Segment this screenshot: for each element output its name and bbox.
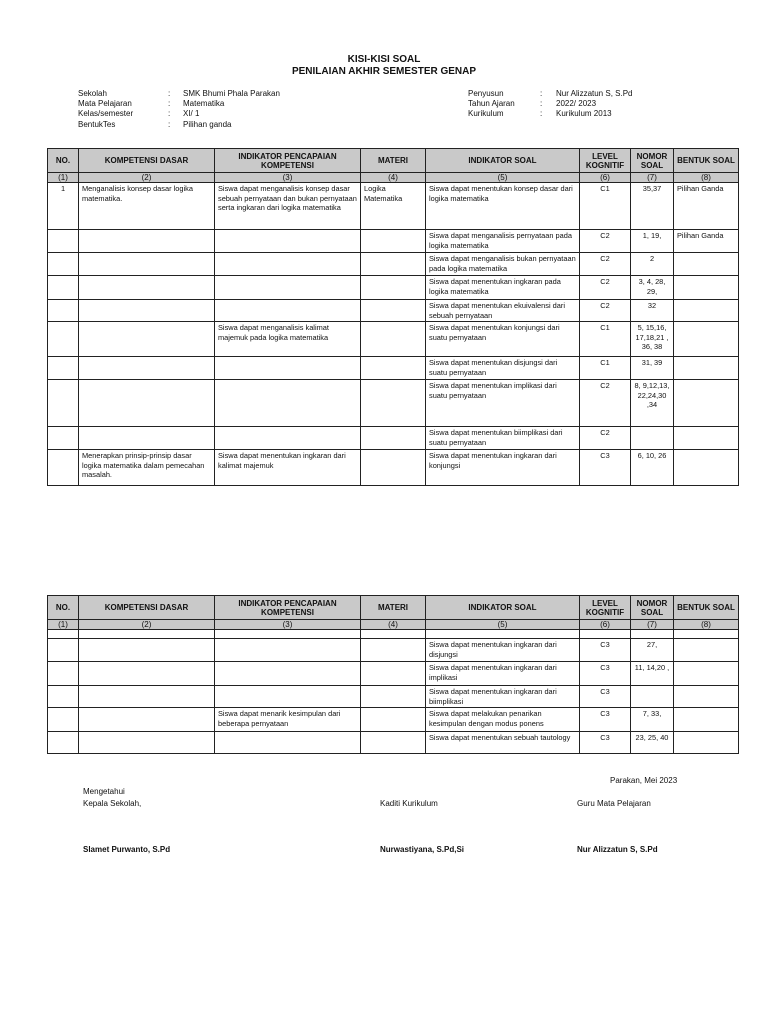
bentuk-soal-header: BENTUK SOAL (674, 596, 739, 620)
cell-ipk: Siswa dapat menganalisis konsep dasar sebuah pernyataan dan bukan pernyataan serta ingkaran dari logika matematika (215, 183, 361, 230)
table-row (48, 253, 739, 276)
cell-kd (79, 427, 215, 450)
cell-indikator: Siswa dapat menentukan ekuivalensi dari sebuah pernyataan (426, 300, 580, 322)
kepala-sekolah-title: Kepala Sekolah, (83, 799, 142, 808)
cell-level: C2 (580, 300, 631, 322)
indikator-pencapaian-header: INDIKATOR PENCAPAIAN KOMPETENSI (215, 596, 361, 620)
cell-bentuk (674, 630, 739, 639)
cell-nomor: 6, 10, 26 (631, 450, 674, 486)
cell-nomor: 35,37 (631, 183, 674, 230)
column-number: (3) (215, 173, 361, 183)
cell-kd (79, 357, 215, 380)
cell-level: C3 (580, 662, 631, 686)
indikator-pencapaian-header: INDIKATOR PENCAPAIAN KOMPETENSI (215, 149, 361, 173)
info-value: SMK Bhumi Phala Parakan (183, 89, 280, 98)
column-number: (2) (79, 620, 215, 630)
cell-indikator: Siswa dapat menentukan konjungsi dari suatu pernyataan (426, 322, 580, 357)
column-number: (3) (215, 620, 361, 630)
cell-materi (361, 732, 426, 754)
cell-materi (361, 686, 426, 708)
info-value: Nur Alizzatun S, S.Pd (556, 89, 633, 98)
column-number: (8) (674, 620, 739, 630)
cell-kd (79, 639, 215, 662)
cell-level: C2 (580, 380, 631, 427)
cell-ipk (215, 380, 361, 427)
cell-materi (361, 300, 426, 322)
cell-ipk (215, 253, 361, 276)
column-number: (7) (631, 173, 674, 183)
cell-indikator: Siswa dapat menganalisis pernyataan pada logika matematika (426, 230, 580, 253)
cell-kd (79, 686, 215, 708)
materi-header: MATERI (361, 596, 426, 620)
info-label: Mata Pelajaran (78, 99, 132, 109)
cell-materi (361, 639, 426, 662)
cell-nomor: 5, 15,16, 17,18,21 , 36, 38 (631, 322, 674, 357)
guru-title: Guru Mata Pelajaran (577, 799, 651, 808)
no-header: NO. (48, 149, 79, 173)
cell-no (48, 380, 79, 427)
kepala-sekolah-name: Slamet Purwanto, S.Pd (83, 845, 171, 854)
cell-nomor: 1, 19, (631, 230, 674, 253)
cell-bentuk (674, 276, 739, 300)
column-number: (7) (631, 620, 674, 630)
cell-materi (361, 380, 426, 427)
cell-kd (79, 380, 215, 427)
cell-kd (79, 300, 215, 322)
cell-indikator: Siswa dapat menentukan ingkaran dari konjungsi (426, 450, 580, 486)
level-kognitif-header: LEVEL KOGNITIF (580, 149, 631, 173)
cell-kd (79, 708, 215, 732)
cell-indikator: Siswa dapat menentukan implikasi dari suatu pernyataan (426, 380, 580, 427)
cell-level: C3 (580, 450, 631, 486)
table-row (48, 230, 739, 253)
cell-kd (79, 630, 215, 639)
cell-materi (361, 708, 426, 732)
cell-bentuk (674, 450, 739, 486)
no-header: NO. (48, 596, 79, 620)
cell-ipk (215, 732, 361, 754)
cell-bentuk (674, 380, 739, 427)
cell-indikator: Siswa dapat menentukan ingkaran pada logika matematika (426, 276, 580, 300)
cell-nomor: 3, 4, 28, 29, (631, 276, 674, 300)
info-value: Kurikulum 2013 (556, 109, 612, 119)
cell-nomor: 7, 33, (631, 708, 674, 732)
cell-nomor (631, 427, 674, 450)
column-number: (4) (361, 173, 426, 183)
cell-kd (79, 230, 215, 253)
cell-materi (361, 230, 426, 253)
table-row (48, 380, 739, 427)
table-row (48, 322, 739, 357)
info-value: 2022/ 2023 (556, 99, 597, 109)
info-value: XI/ 1 (183, 109, 200, 119)
cell-no (48, 322, 79, 357)
bentuk-soal-header: BENTUK SOAL (674, 149, 739, 173)
cell-level: C2 (580, 427, 631, 450)
info-value: Matematika (183, 99, 225, 109)
cell-ipk (215, 357, 361, 380)
table-row (48, 639, 739, 662)
cell-materi (361, 450, 426, 486)
cell-indikator (426, 630, 580, 639)
cell-level: C3 (580, 732, 631, 754)
mengetahui-label: Mengetahui (83, 787, 125, 796)
cell-no (48, 630, 79, 639)
cell-bentuk (674, 357, 739, 380)
cell-no (48, 662, 79, 686)
table-row (48, 427, 739, 450)
cell-kd (79, 276, 215, 300)
kisi-table-2 (47, 595, 739, 754)
cell-indikator: Siswa dapat menentukan ingkaran dari implikasi (426, 662, 580, 686)
cell-ipk (215, 630, 361, 639)
cell-no (48, 357, 79, 380)
cell-bentuk (674, 427, 739, 450)
info-colon: : (540, 109, 543, 119)
table-row (48, 630, 739, 639)
guru-name: Nur Alizzatun S, S.Pd (577, 845, 658, 854)
cell-bentuk: Pilihan Ganda (674, 230, 739, 253)
indikator-soal-header: INDIKATOR SOAL (426, 149, 580, 173)
column-number: (4) (361, 620, 426, 630)
cell-materi: Logika Matematika (361, 183, 426, 230)
cell-kd: Menganalisis konsep dasar logika matematika. (79, 183, 215, 230)
cell-no (48, 686, 79, 708)
document-title: KISI-KISI SOAL (347, 54, 421, 65)
document-subtitle: PENILAIAN AKHIR SEMESTER GENAP (291, 66, 477, 77)
table-row (48, 662, 739, 686)
cell-bentuk (674, 253, 739, 276)
cell-nomor: 31, 39 (631, 357, 674, 380)
cell-level: C3 (580, 686, 631, 708)
cell-nomor: 11, 14,20 , (631, 662, 674, 686)
column-number: (6) (580, 620, 631, 630)
column-number: (1) (48, 620, 79, 630)
cell-level: C2 (580, 276, 631, 300)
cell-no (48, 230, 79, 253)
cell-indikator: Siswa dapat menentukan sebuah tautology (426, 732, 580, 754)
info-label: Penyusun (468, 89, 504, 98)
cell-nomor: 2 (631, 253, 674, 276)
info-colon: : (540, 89, 543, 98)
column-number: (1) (48, 173, 79, 183)
cell-materi (361, 357, 426, 380)
cell-nomor (631, 686, 674, 708)
kisi-table-1 (47, 148, 739, 486)
cell-no: 1 (48, 183, 79, 230)
info-right (468, 89, 728, 123)
cell-level: C1 (580, 357, 631, 380)
cell-level: C2 (580, 230, 631, 253)
table-row (48, 686, 739, 708)
info-colon: : (168, 99, 171, 109)
kompetensi-dasar-header: KOMPETENSI DASAR (79, 596, 215, 620)
cell-level: C1 (580, 322, 631, 357)
info-left (78, 89, 378, 133)
column-number: (2) (79, 173, 215, 183)
cell-ipk (215, 230, 361, 253)
cell-no (48, 300, 79, 322)
cell-bentuk (674, 300, 739, 322)
info-value: Pilihan ganda (183, 119, 232, 129)
cell-level: C2 (580, 253, 631, 276)
cell-indikator: Siswa dapat menentukan ingkaran dari biimplikasi (426, 686, 580, 708)
cell-no (48, 732, 79, 754)
cell-bentuk (674, 732, 739, 754)
cell-bentuk (674, 639, 739, 662)
cell-nomor: 32 (631, 300, 674, 322)
table-row (48, 183, 739, 230)
column-number: (6) (580, 173, 631, 183)
cell-level: C3 (580, 639, 631, 662)
info-label: Tahun Ajaran (468, 99, 515, 109)
cell-ipk: Siswa dapat menentukan ingkaran dari kalimat majemuk (215, 450, 361, 486)
cell-ipk (215, 276, 361, 300)
table-row (48, 450, 739, 486)
nomor-soal-header: NOMOR SOAL (631, 149, 674, 173)
cell-no (48, 708, 79, 732)
cell-no (48, 639, 79, 662)
kaur-kurikulum-title: Kaditi Kurikulum (380, 799, 438, 808)
cell-ipk (215, 639, 361, 662)
info-colon: : (540, 99, 543, 109)
cell-materi (361, 662, 426, 686)
table-row (48, 276, 739, 300)
info-label: Sekolah (78, 89, 107, 98)
cell-kd (79, 253, 215, 276)
cell-no (48, 276, 79, 300)
cell-no (48, 427, 79, 450)
cell-indikator: Siswa dapat menentukan biimplikasi dari suatu pernyataan (426, 427, 580, 450)
cell-nomor: 23, 25, 40 (631, 732, 674, 754)
cell-bentuk (674, 662, 739, 686)
cell-level: C1 (580, 183, 631, 230)
column-number: (5) (426, 620, 580, 630)
cell-ipk: Siswa dapat menganalisis kalimat majemuk pada logika matematika (215, 322, 361, 357)
cell-level (580, 630, 631, 639)
table-row (48, 708, 739, 732)
cell-materi (361, 253, 426, 276)
cell-no (48, 450, 79, 486)
cell-level: C3 (580, 708, 631, 732)
cell-no (48, 253, 79, 276)
cell-materi (361, 427, 426, 450)
cell-nomor: 8, 9,12,13, 22,24,30 ,34 (631, 380, 674, 427)
cell-indikator: Siswa dapat menentukan konsep dasar dari logika matematika (426, 183, 580, 230)
column-number: (8) (674, 173, 739, 183)
cell-bentuk (674, 686, 739, 708)
table-row (48, 357, 739, 380)
cell-indikator: Siswa dapat menganalisis bukan pernyataan pada logika matematika (426, 253, 580, 276)
indikator-soal-header: INDIKATOR SOAL (426, 596, 580, 620)
cell-nomor: 27, (631, 639, 674, 662)
cell-kd: Menerapkan prinsip-prinsip dasar logika matematika dalam pemecahan masalah. (79, 450, 215, 486)
cell-indikator: Siswa dapat menentukan ingkaran dari disjungsi (426, 639, 580, 662)
table-row (48, 300, 739, 322)
info-colon: : (168, 89, 171, 98)
cell-indikator: Siswa dapat melakukan penarikan kesimpulan dengan modus ponens (426, 708, 580, 732)
cell-kd (79, 322, 215, 357)
info-label: Kurikulum (468, 109, 504, 119)
info-colon: : (168, 109, 171, 119)
level-kognitif-header: LEVEL KOGNITIF (580, 596, 631, 620)
column-number: (5) (426, 173, 580, 183)
table-row (48, 732, 739, 754)
cell-ipk (215, 300, 361, 322)
cell-bentuk (674, 322, 739, 357)
kompetensi-dasar-header: KOMPETENSI DASAR (79, 149, 215, 173)
cell-kd (79, 732, 215, 754)
materi-header: MATERI (361, 149, 426, 173)
cell-ipk: Siswa dapat menarik kesimpulan dari beberapa pernyataan (215, 708, 361, 732)
kaur-kurikulum-name: Nurwastiyana, S.Pd,Si (380, 845, 465, 854)
cell-materi (361, 322, 426, 357)
info-colon: : (168, 119, 171, 129)
info-label: BentukTes (78, 119, 116, 129)
cell-kd (79, 662, 215, 686)
cell-bentuk (674, 708, 739, 732)
nomor-soal-header: NOMOR SOAL (631, 596, 674, 620)
cell-nomor (631, 630, 674, 639)
cell-materi (361, 276, 426, 300)
cell-ipk (215, 427, 361, 450)
cell-materi (361, 630, 426, 639)
info-label: Kelas/semester (78, 109, 134, 119)
cell-indikator: Siswa dapat menentukan disjungsi dari suatu pernyataan (426, 357, 580, 380)
cell-ipk (215, 662, 361, 686)
place-date: Parakan, Mei 2023 (610, 776, 678, 785)
cell-bentuk: Pilihan Ganda (674, 183, 739, 230)
cell-ipk (215, 686, 361, 708)
